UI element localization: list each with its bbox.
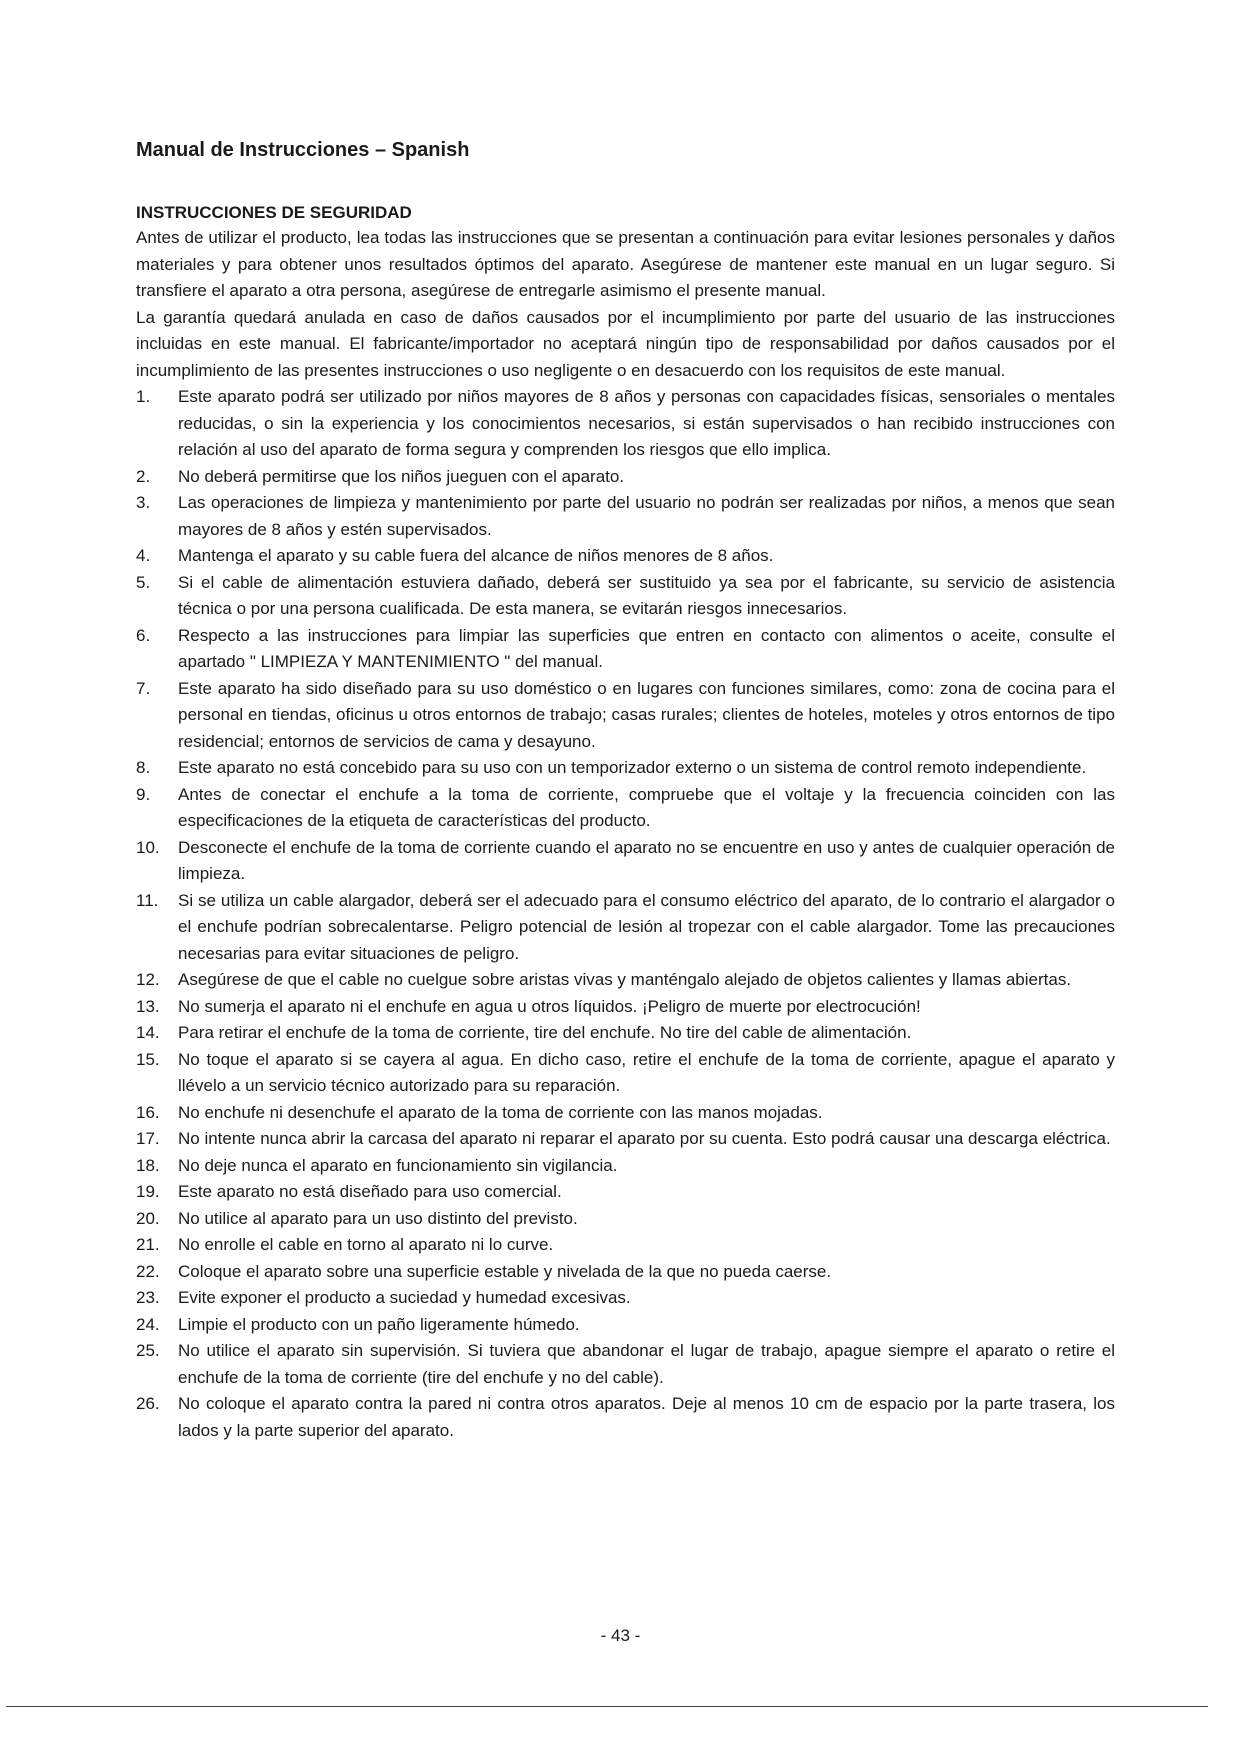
list-item-number: 1.	[136, 387, 151, 406]
list-item-number: 15.	[136, 1049, 160, 1069]
list-item	[136, 782, 1115, 835]
list-item	[136, 1126, 1115, 1153]
list-item-number: 5.	[136, 572, 151, 592]
list-item-text: No utilice el aparato sin supervisión. Si tuviera que abandonar el lugar de trabajo, apague siempre el aparato o retire el enchufe de la toma de corriente (tire del enchufe y no del cable).	[178, 1341, 1115, 1387]
list-item	[136, 543, 1115, 570]
intro-paragraph-2: La garantía quedará anulada en caso de daños causados por el incumplimiento por parte del usuario de las instrucciones incluidas en este manual. El fabricante/importador no aceptará ningún tipo de responsabilidad por daños causados por el incumplimiento de las presentes instrucciones o uso negligente o en desacuerdo con los requisitos de este manual.	[136, 307, 1115, 380]
list-item-number: 17.	[136, 1129, 160, 1148]
list-item-text: Mantenga el aparato y su cable fuera del alcance de niños menores de 8 años.	[178, 546, 774, 565]
list-item-number: 19.	[136, 1182, 160, 1201]
list-item	[136, 384, 1115, 464]
list-item-number: 13.	[136, 996, 160, 1016]
page-title: Manual de Instrucciones – Spanish	[136, 139, 470, 161]
list-item-text: No enrolle el cable en torno al aparato ni lo curve.	[178, 1235, 554, 1254]
list-item-text: Limpie el producto con un paño ligeramente húmedo.	[178, 1314, 580, 1334]
list-item	[136, 1047, 1115, 1100]
list-item-number: 9.	[136, 784, 151, 804]
list-item-number: 16.	[136, 1102, 160, 1122]
list-item-text: Las operaciones de limpieza y mantenimiento por parte del usuario no podrán ser realizadas por niños, a menos que sean mayores de 8 años y estén supervisados.	[178, 493, 1115, 539]
list-item	[136, 1259, 1115, 1286]
list-item-text: No enchufe ni desenchufe el aparato de la toma de corriente con las manos mojadas.	[178, 1102, 823, 1122]
intro-paragraph-1: Antes de utilizar el producto, lea todas las instrucciones que se presentan a continuación para evitar lesiones personales y daños materiales y para obtener unos resultados óptimos del aparato. Asegúrese de mantener este manual en un lugar seguro. Si transfiere el aparato a otra persona, asegúrese de entregarle asimismo el presente manual.	[136, 228, 1115, 300]
list-item-number: 6.	[136, 625, 151, 645]
list-item	[136, 464, 1115, 491]
list-item-number: 23.	[136, 1288, 160, 1307]
list-item-text: Desconecte el enchufe de la toma de corriente cuando el aparato no se encuentre en uso y antes de cualquier operación de limpieza.	[178, 837, 1115, 883]
list-item	[136, 1391, 1115, 1444]
list-item	[136, 755, 1115, 782]
list-item-text: Evite exponer el producto a suciedad y humedad excesivas.	[178, 1288, 631, 1307]
list-item	[136, 490, 1115, 543]
list-item-text: Si el cable de alimentación estuviera dañado, deberá ser sustituido ya sea por el fabricante, su servicio de asistencia técnica o por una persona cualificada. De esta manera, se evitarán riesgos innecesarios.	[178, 572, 1115, 618]
list-item-text: No deje nunca el aparato en funcionamiento sin vigilancia.	[178, 1155, 618, 1175]
list-item	[136, 1179, 1115, 1206]
list-item	[136, 1153, 1115, 1180]
list-item-text: Este aparato no está diseñado para uso comercial.	[178, 1182, 562, 1201]
list-item-text: Respecto a las instrucciones para limpiar las superficies que entren en contacto con alimentos o aceite, consulte el apartado " LIMPIEZA Y MANTENIMIENTO " del manual.	[178, 625, 1115, 671]
list-item-text: No sumerja el aparato ni el enchufe en agua u otros líquidos. ¡Peligro de muerte por electrocución!	[178, 996, 921, 1016]
safety-heading: INSTRUCCIONES DE SEGURIDAD	[136, 203, 412, 222]
list-item	[136, 994, 1115, 1021]
list-item	[136, 1285, 1115, 1312]
list-item-text: Si se utiliza un cable alargador, deberá ser el adecuado para el consumo eléctrico del aparato, de lo contrario el alargador o el enchufe podrían sobrecalentarse. Peligro potencial de lesión al tropezar con el cable alargador. Tome las precauciones necesarias para evitar situaciones de peligro.	[178, 890, 1115, 963]
list-item	[136, 1206, 1115, 1233]
safety-instructions-list	[136, 384, 1115, 1444]
list-item-text: Este aparato podrá ser utilizado por niños mayores de 8 años y personas con capacidades físicas, sensoriales o mentales reducidas, o sin la experiencia y los conocimientos necesarios, si están supervisados o han recibido instrucciones con relación al uso del aparato de forma segura y comprenden los riesgos que ello implica.	[178, 387, 1115, 459]
list-item-text: Asegúrese de que el cable no cuelgue sobre aristas vivas y manténgalo alejado de objetos calientes y llamas abiertas.	[178, 970, 1072, 989]
list-item-number: 25.	[136, 1341, 160, 1360]
list-item	[136, 1232, 1115, 1259]
list-item	[136, 1312, 1115, 1339]
list-item-text: No coloque el aparato contra la pared ni contra otros aparatos. Deje al menos 10 cm de espacio por la parte trasera, los lados y la parte superior del aparato.	[178, 1394, 1115, 1440]
list-item	[136, 888, 1115, 968]
list-item	[136, 1338, 1115, 1391]
list-item-number: 11.	[136, 890, 159, 910]
list-item-number: 14.	[136, 1023, 160, 1042]
list-item-number: 20.	[136, 1208, 160, 1228]
list-item-number: 7.	[136, 678, 151, 698]
list-item-text: No intente nunca abrir la carcasa del aparato ni reparar el aparato por su cuenta. Esto podrá causar una descarga eléctrica.	[178, 1129, 1111, 1148]
list-item	[136, 835, 1115, 888]
list-item-text: Coloque el aparato sobre una superficie estable y nivelada de la que no pueda caerse.	[178, 1261, 832, 1281]
list-item	[136, 1020, 1115, 1047]
list-item	[136, 1100, 1115, 1127]
list-item	[136, 676, 1115, 756]
list-item-text: Este aparato ha sido diseñado para su uso doméstico o en lugares con funciones similares, como: zona de cocina para el personal en tiendas, oficinus u otros entornos de trabajo; casas rurales; clientes de hoteles, moteles y otros entornos de tipo residencial; entornos de servicios de cama y desayuno.	[178, 678, 1115, 751]
list-item-text: Antes de conectar el enchufe a la toma de corriente, compruebe que el voltaje y la frecuencia coinciden con las especificaciones de la etiqueta de características del producto.	[178, 784, 1115, 830]
list-item	[136, 623, 1115, 676]
manual-page	[136, 136, 1115, 1444]
list-item-number: 4.	[136, 546, 151, 565]
list-item-number: 26.	[136, 1394, 160, 1413]
list-item	[136, 570, 1115, 623]
list-item-number: 22.	[136, 1261, 160, 1281]
list-item-number: 24.	[136, 1314, 160, 1334]
list-item-number: 10.	[136, 837, 160, 857]
list-item-number: 21.	[136, 1235, 160, 1254]
list-item-text: No toque el aparato si se cayera al agua. En dicho caso, retire el enchufe de la toma de corriente, apague el aparato y llévelo a un servicio técnico autorizado para su reparación.	[178, 1049, 1115, 1095]
list-item-text: Para retirar el enchufe de la toma de corriente, tire del enchufe. No tire del cable de alimentación.	[178, 1023, 912, 1042]
list-item-number: 18.	[136, 1155, 160, 1175]
list-item-number: 3.	[136, 493, 151, 512]
footer-divider	[6, 1706, 1208, 1707]
list-item-number: 12.	[136, 970, 160, 989]
list-item-number: 8.	[136, 758, 151, 777]
page-number: - 43 -	[600, 1626, 641, 1645]
list-item-text: No deberá permitirse que los niños jueguen con el aparato.	[178, 466, 625, 486]
list-item-text: No utilice al aparato para un uso distinto del previsto.	[178, 1208, 578, 1228]
list-item-text: Este aparato no está concebido para su uso con un temporizador externo o un sistema de control remoto independiente.	[178, 758, 1087, 777]
list-item-number: 2.	[136, 466, 151, 486]
list-item	[136, 967, 1115, 994]
